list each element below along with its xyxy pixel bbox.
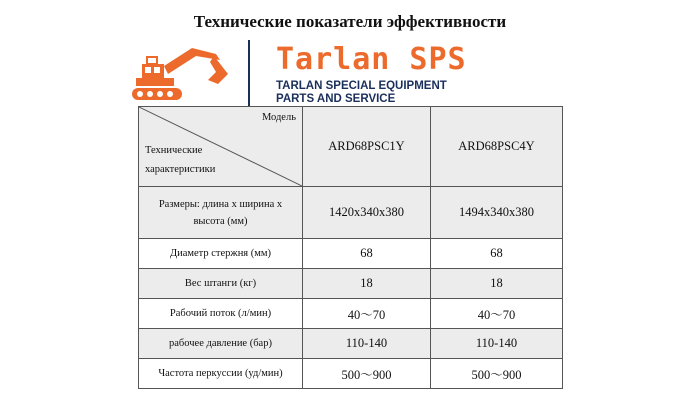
row-label: Частота перкуссии (уд/мин) <box>139 359 303 389</box>
row-label: рабочее давление (бар) <box>139 329 303 359</box>
page-title: Технические показатели эффективности <box>193 12 507 31</box>
row-value: 40～70 <box>431 299 563 329</box>
corner-spec-line1: Технические <box>145 145 203 156</box>
row-value: 18 <box>303 269 431 299</box>
spec-table <box>138 106 563 389</box>
company-logo <box>130 40 550 106</box>
table-row <box>139 239 563 269</box>
excavator-icon <box>130 44 240 104</box>
row-value: 68 <box>303 239 431 269</box>
table-row <box>139 299 563 329</box>
row-value: 110-140 <box>303 329 431 359</box>
table-header-row <box>139 107 563 187</box>
row-value: 40～70 <box>303 299 431 329</box>
row-value: 1494x340x380 <box>431 187 563 239</box>
table-row <box>139 329 563 359</box>
brand-subtitle <box>276 80 447 106</box>
model-header: ARD68PSC4Y <box>431 107 563 187</box>
row-label: Вес штанги (кг) <box>139 269 303 299</box>
row-label-line1: Размеры: длина x ширина x <box>158 198 283 210</box>
brand-name: Tarlan SPS <box>276 42 467 77</box>
row-value: 500～900 <box>431 359 563 389</box>
row-value: 68 <box>431 239 563 269</box>
header-corner-cell <box>139 107 303 187</box>
table-row <box>139 269 563 299</box>
row-value: 500～900 <box>303 359 431 389</box>
corner-model-label: Модель <box>261 112 296 123</box>
corner-spec-line2: характеристики <box>145 164 216 175</box>
row-value: 18 <box>431 269 563 299</box>
row-label: Рабочий поток (л/мин) <box>139 299 303 329</box>
row-label: Диаметр стержня (мм) <box>139 239 303 269</box>
corner-spec-label <box>145 141 215 179</box>
row-label <box>139 187 303 239</box>
table-row <box>139 187 563 239</box>
model-header: ARD68PSC1Y <box>303 107 431 187</box>
table-row <box>139 359 563 389</box>
row-label-line2: высота (мм) <box>193 215 248 227</box>
brand-subtitle-line2: PARTS AND SERVICE <box>276 93 396 105</box>
brand-subtitle-line1: TARLAN SPECIAL EQUIPMENT <box>276 80 447 92</box>
row-value: 1420x340x380 <box>303 187 431 239</box>
logo-divider <box>248 40 250 106</box>
row-value: 110-140 <box>431 329 563 359</box>
